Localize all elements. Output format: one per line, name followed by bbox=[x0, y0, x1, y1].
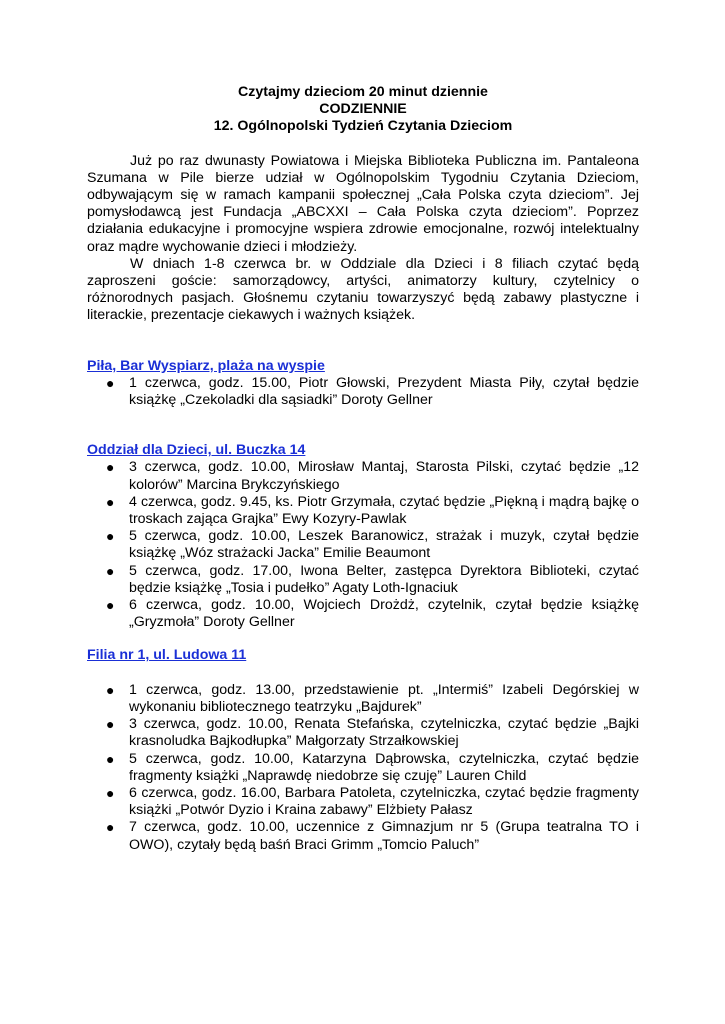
bullet-icon: ● bbox=[106, 562, 115, 579]
intro-paragraph-1: Już po raz dwunasty Powiatowa i Miejska Biblioteka Publiczna im. Pantaleona Szumana w Pile bierze udział w Ogólnopolskim Tygodniu Czytania Dzieciom, odbywającym się w ramach kampanii społecznej „Cała Polska czyta dzieciom”. Jej pomysłodawcą jest Fundacja „ABCXXI – Cała Polska czyta dzieciom”. Poprzez działania edukacyjne i promocyjne wspiera zdrowie emocjonalne, rozwój intelektualny oraz mądre wychowanie dzieci i młodzieży. bbox=[87, 152, 639, 255]
list-item: ● 7 czerwca, godz. 10.00, uczennice z Gimnazjum nr 5 (Grupa teatralna TO i OWO), czytały będą baśń Braci Grimm „Tomcio Paluch” bbox=[106, 819, 639, 853]
bullet-icon: ● bbox=[106, 374, 115, 391]
event-list bbox=[87, 682, 639, 854]
section-heading[interactable]: Oddział dla Dzieci, ul. Buczka 14 bbox=[87, 442, 306, 459]
list-item: ● 4 czerwca, godz. 9.45, ks. Piotr Grzymała, czytać będzie „Piękną i mądrą bajkę o troskach zająca Grajka” Ewy Kozyry-Pawlak bbox=[106, 493, 639, 528]
bullet-icon: ● bbox=[106, 819, 115, 836]
document-title-line2: CODZIENNIE bbox=[319, 101, 407, 118]
section-heading[interactable]: Filia nr 1, ul. Ludowa 11 bbox=[87, 647, 247, 664]
bullet-icon: ● bbox=[106, 493, 115, 510]
section-filia-nr-1 bbox=[87, 647, 639, 853]
list-item: ● 3 czerwca, godz. 10.00, Mirosław Mantaj, Starosta Pilski, czytać będzie „12 kolorów” Marcina Brykczyńskiego bbox=[106, 459, 639, 493]
intro-text bbox=[87, 153, 639, 325]
bullet-icon: ● bbox=[106, 716, 115, 733]
bullet-icon: ● bbox=[106, 750, 115, 767]
list-item: ● 5 czerwca, godz. 10.00, Katarzyna Dąbrowska, czytelniczka, czytać będzie fragmenty książki „Naprawdę niedobrze się czuję” Lauren Child bbox=[106, 750, 639, 784]
list-item: ● 1 czerwca, godz. 15.00, Piotr Głowski, Prezydent Miasta Piły, czytał będzie książkę „Czekoladki dla sąsiadki” Doroty Gellner bbox=[106, 374, 639, 409]
list-item: ● 3 czerwca, godz. 10.00, Renata Stefańska, czytelniczka, czytać będzie „Bajki krasnoludka Bajkodłupka” Małgorzaty Strzałkowskiej bbox=[106, 716, 639, 750]
bullet-icon: ● bbox=[106, 459, 115, 476]
list-item: ● 5 czerwca, godz. 10.00, Leszek Baranowicz, strażak i muzyk, czytał będzie książkę „Wóz strażacki Jacka” Emilie Beaumont bbox=[106, 528, 639, 562]
list-item: ● 6 czerwca, godz. 16.00, Barbara Patoleta, czytelniczka, czytać będzie fragmenty książki „Potwór Dyzio i Kraina zabawy” Elżbiety Pałasz bbox=[106, 784, 639, 819]
section-bar-wyspiarz bbox=[87, 358, 639, 410]
list-item: ● 5 czerwca, godz. 17.00, Iwona Belter, zastępca Dyrektora Biblioteki, czytać będzie książkę „Tosia i pudełko” Agaty Loth-Ignaciuk bbox=[106, 562, 639, 596]
document-page bbox=[87, 84, 639, 854]
bullet-icon: ● bbox=[106, 681, 115, 698]
bullet-icon: ● bbox=[106, 597, 115, 614]
event-list bbox=[87, 375, 639, 409]
bullet-icon: ● bbox=[106, 784, 115, 801]
section-oddzial-dla-dzieci bbox=[87, 442, 639, 631]
document-title-line1: Czytajmy dzieciom 20 minut dziennie bbox=[238, 84, 488, 100]
list-item: ● 1 czerwca, godz. 13.00, przedstawienie pt. „Intermiś” Izabeli Degórskiej w wykonaniu bibliotecznego teatrzyku „Bajdurek” bbox=[106, 681, 639, 715]
document-title-line3: 12. Ogólnopolski Tydzień Czytania Dzieciom bbox=[213, 118, 513, 135]
list-item: ● 6 czerwca, godz. 10.00, Wojciech Drożdż, czytelnik, czytał będzie książkę „Gryzmoła” Doroty Gellner bbox=[106, 597, 639, 631]
intro-paragraph-2: W dniach 1-8 czerwca br. w Oddziale dla Dzieci i 8 filiach czytać będą zaproszeni goście: samorządowcy, artyści, animatorzy kultury, czytelnicy o różnorodnych pasjach. Głośnemu czytaniu towarzyszyć będą zabawy plastyczne i literackie, prezentacje ciekawych i ważnych książek. bbox=[87, 255, 639, 324]
event-list bbox=[87, 459, 639, 631]
bullet-icon: ● bbox=[106, 528, 115, 545]
section-heading[interactable]: Piła, Bar Wyspiarz, plaża na wyspie bbox=[87, 357, 325, 374]
